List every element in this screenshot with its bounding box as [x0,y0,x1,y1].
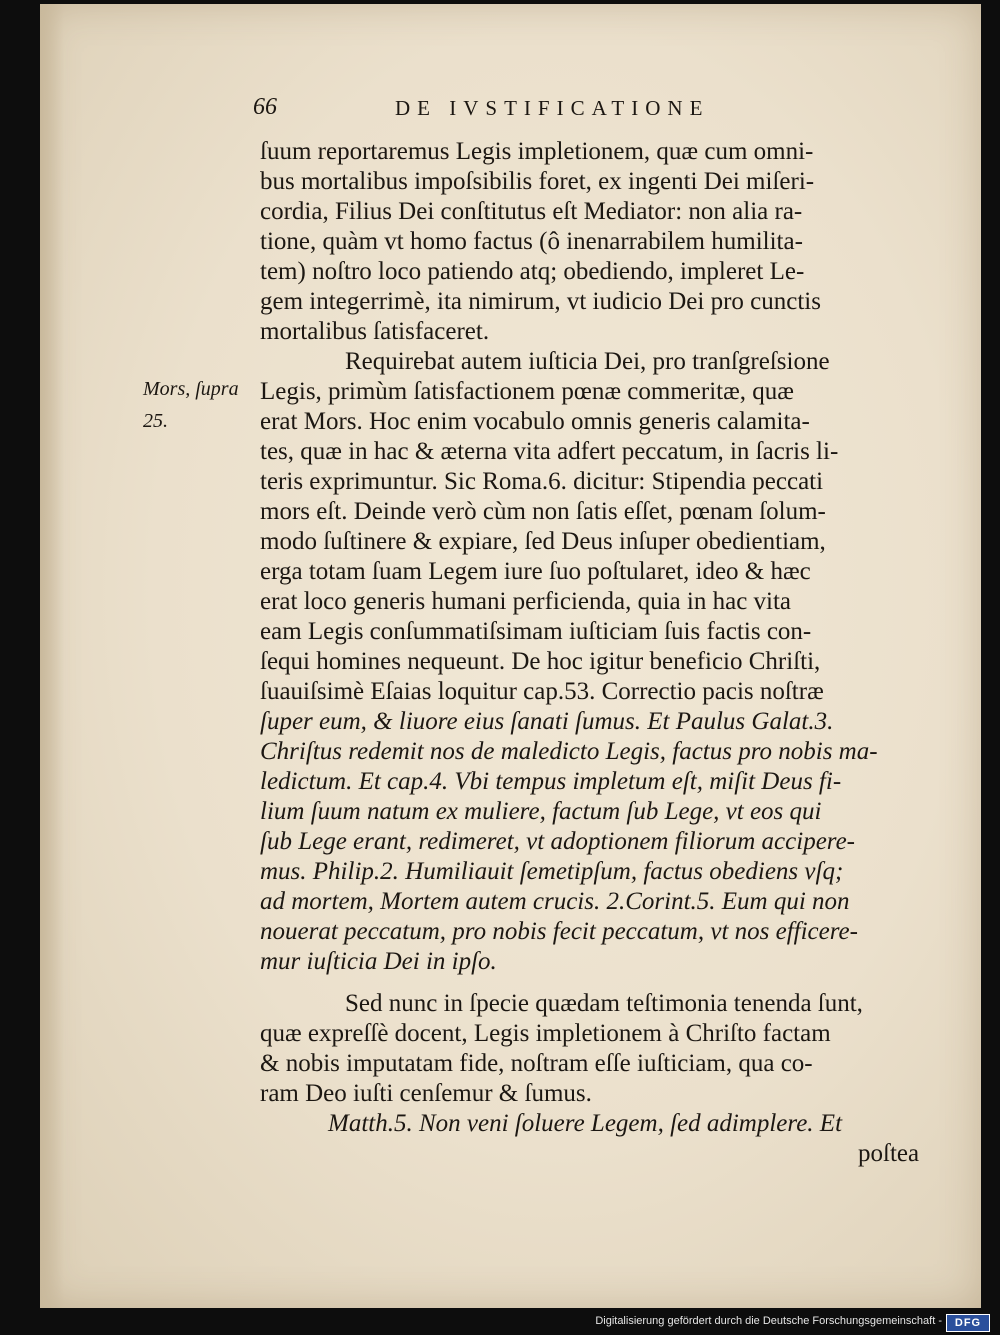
body-line: mors eſt. Deinde verò cùm non ſatis eſſet, pœnam ſolum- [260,498,826,525]
body-line: teris exprimuntur. Sic Roma.6. dicitur: Stipendia peccati [260,468,824,495]
margin-note-line-2: 25. [143,410,168,432]
body-line: ſuum reportaremus Legis impletionem, quæ cum omni- [260,138,814,165]
body-line: & nobis imputatam fide, noſtram eſſe iuſticiam, qua co- [260,1050,813,1077]
body-line: tem) noſtro loco patiendo atq; obediendo, impleret Le- [260,258,805,285]
page-number: 66 [253,94,277,120]
margin-note-line-1: Mors, ſupra [143,378,239,400]
body-line: ram Deo iuſti cenſemur & ſumus. [260,1080,592,1107]
body-line: ledictum. Et cap.4. Vbi tempus impletum eſt, miſit Deus fi- [260,768,842,795]
body-line: erga totam ſuam Legem iure ſuo poſtularet, ideo & hæc [260,558,811,585]
funding-credit: Digitalisierung gefördert durch die Deutsche Forschungsgemeinschaft - [595,1315,942,1327]
page-gutter-shadow [40,4,64,1308]
body-line: mortalibus ſatisfaceret. [260,318,490,345]
dfg-logo: DFG [946,1314,990,1332]
body-line: ſequi homines nequeunt. De hoc igitur beneficio Chriſti, [260,648,821,675]
body-line: tione, quàm vt homo factus (ô inenarrabilem humilita- [260,228,803,255]
body-line: lium ſuum natum ex muliere, factum ſub Lege, vt eos qui [260,798,822,825]
catchword: poſtea [858,1140,920,1167]
body-line: ſuauiſsimè Eſaias loquitur cap.53. Correctio pacis noſtræ [260,678,824,705]
body-line: Requirebat autem iuſticia Dei, pro tranſgreſsione [345,348,830,375]
body-line: tes, quæ in hac & æterna vita adfert peccatum, in ſacris li- [260,438,839,465]
body-line: Legis, primùm ſatisfactionem pœnæ commeritæ, quæ [260,378,794,405]
body-line: bus mortalibus impoſsibilis foret, ex ingenti Dei miſeri- [260,168,815,195]
body-line: cordia, Filius Dei conſtitutus eſt Mediator: non alia ra- [260,198,803,225]
body-line: erat loco generis humani perficienda, quia in hac vita [260,588,792,615]
body-line: ſub Lege erant, redimeret, vt adoptionem filiorum accipere- [260,828,856,855]
body-line: Sed nunc in ſpecie quædam teſtimonia tenenda ſunt, [345,990,863,1017]
body-line: Matth.5. Non veni ſoluere Legem, ſed adimplere. Et [328,1110,843,1137]
body-line: modo ſuſtinere & expiare, ſed Deus inſuper obedientiam, [260,528,826,555]
body-line: gem integerrimè, ita nimirum, vt iudicio Dei pro cunctis [260,288,821,315]
body-line: mur iuſticia Dei in ipſo. [260,948,497,975]
body-line: ad mortem, Mortem autem crucis. 2.Corint.5. Eum qui non [260,888,850,915]
body-line: Chriſtus redemit nos de maledicto Legis, factus pro nobis ma- [260,738,878,765]
body-line: eam Legis conſummatiſsimam iuſticiam ſuis factis con- [260,618,812,645]
body-line: quæ expreſſè docent, Legis impletionem à Chriſto factam [260,1020,831,1047]
body-line: erat Mors. Hoc enim vocabulo omnis generis calamita- [260,408,810,435]
running-title: DE IVSTIFICATIONE [395,96,710,120]
body-line: ſuper eum, & liuore eius ſanati ſumus. Et Paulus Galat.3. [260,708,834,735]
body-line: nouerat peccatum, pro nobis fecit peccatum, vt nos efficere- [260,918,858,945]
body-line: mus. Philip.2. Humiliauit ſemetipſum, factus obediens vſq; [260,858,844,885]
